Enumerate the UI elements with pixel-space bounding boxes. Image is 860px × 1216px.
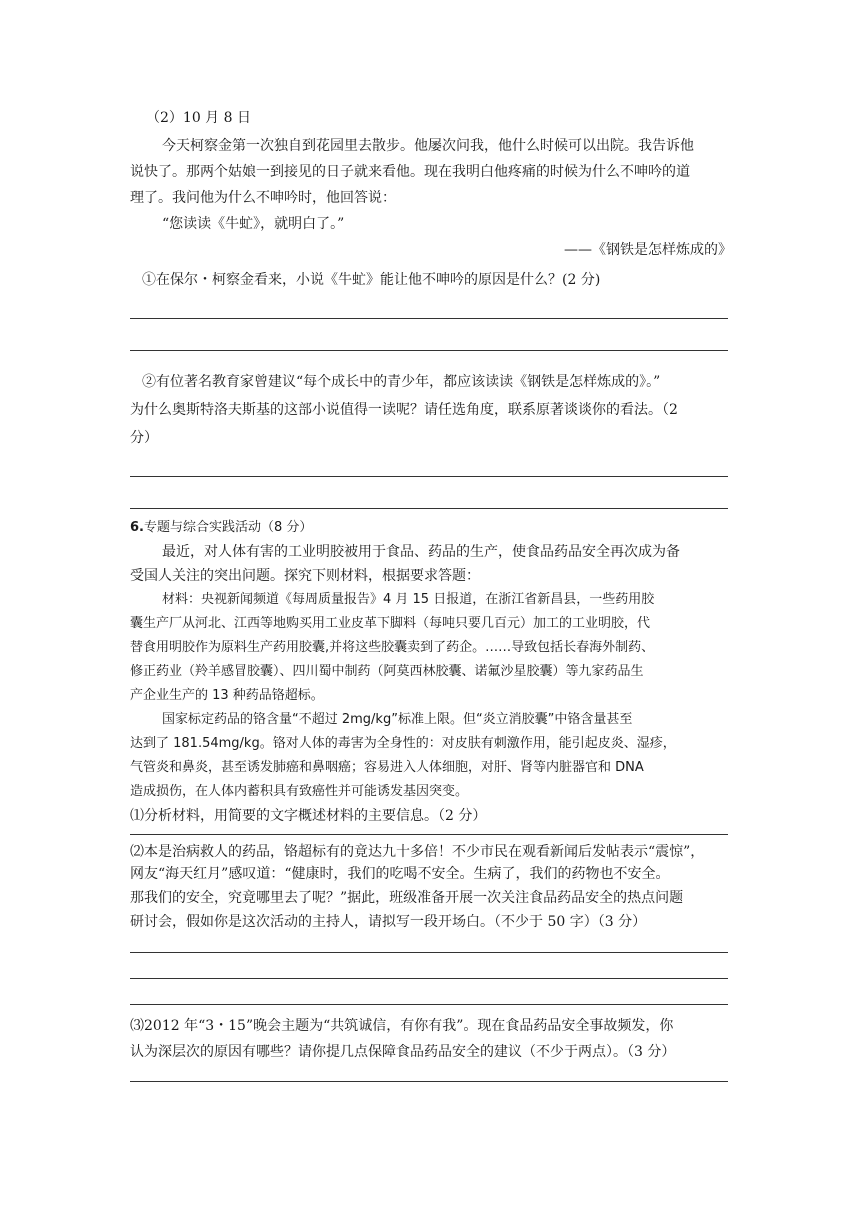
material-line: 达到了 181.54mg/kg。铬对人体的毒害为全身性的：对皮肤有刺激作用，能引起皮炎、湿疹， <box>130 736 676 751</box>
diary-source: ——《钢铁是怎样炼成的》 <box>564 242 732 258</box>
section-6-number: 6. <box>130 520 144 535</box>
intro-line: 最近，对人体有害的工业明胶被用于食品、药品的生产，使食品药品安全再次成为备 <box>162 544 680 560</box>
answer-line[interactable] <box>130 978 728 979</box>
diary-line: 理了。我问他为什么不呻吟时，他回答说： <box>130 190 396 206</box>
material-line: 囊生产厂从河北、江西等地购买用工业皮革下脚料（每吨只要几百元）加工的工业明胶，代 <box>130 616 651 631</box>
diary-line: 说快了。那两个姑娘一到接见的日子就来看他。现在我明白他疼痛的时候为什么不呻吟的道 <box>130 164 690 180</box>
material-line: 国家标定药品的铬含量“不超过 2mg/kg”标准上限。但“炎立消胶囊”中铬含量甚至 <box>162 712 633 727</box>
answer-line[interactable] <box>130 834 728 835</box>
sub-question-3: ⑶2012 年“3・15”晚会主题为“共筑诚信，有你有我”。现在食品药品安全事故频发，你 <box>130 1018 674 1034</box>
diary-line: 今天柯察金第一次独自到花园里去散步。他屡次问我，他什么时候可以出院。我告诉他 <box>162 138 694 154</box>
sub-question-2-line: 网友“海天红月”感叹道：“健康时，我们的吃喝不安全。生病了，我们的药物也不安全。 <box>130 866 670 882</box>
section-6-title-text: 专题与综合实践活动（8 分） <box>143 520 313 535</box>
answer-line[interactable] <box>130 318 728 319</box>
question-2-line: 分） <box>130 430 158 446</box>
answer-line[interactable] <box>130 1081 728 1082</box>
sub-question-1: ⑴分析材料，用简要的文字概述材料的主要信息。（2 分） <box>130 808 487 824</box>
diary-heading: （2）10 月 8 日 <box>146 110 251 126</box>
material-line: 替食用明胶作为原料生产药用胶囊,并将这些胶囊卖到了药企。……导致包括长春海外制药、 <box>130 640 655 655</box>
question-2: ②有位著名教育家曾建议“每个成长中的青少年，都应该读读《钢铁是怎样炼成的》。” <box>142 374 661 390</box>
answer-line[interactable] <box>130 350 728 351</box>
sub-question-3-line: 认为深层次的原因有哪些？请你提几点保障食品药品安全的建议（不少于两点）。（3 分） <box>130 1044 676 1060</box>
answer-line[interactable] <box>130 476 728 477</box>
material-line: 造成损伤，在人体内蓄积具有致癌性并可能诱发基因突变。 <box>130 784 469 799</box>
sub-question-2-line: 研讨会，假如你是这次活动的主持人，请拟写一段开场白。（不少于 50 字）（3 分） <box>130 914 647 930</box>
material-line: 产企业生产的 13 种药品铬超标。 <box>130 688 324 703</box>
answer-line[interactable] <box>130 1004 728 1005</box>
intro-line: 受国人关注的突出问题。探究下则材料，根据要求答题： <box>130 568 480 584</box>
diary-quote: “您读读《牛虻》，就明白了。” <box>162 216 345 232</box>
sub-question-2-line: 那我们的安全，究竟哪里去了呢？”据此，班级准备开展一次关注食品药品安全的热点问题 <box>130 890 684 906</box>
answer-line[interactable] <box>130 952 728 953</box>
question-1: ①在保尔・柯察金看来，小说《牛虻》能让他不呻吟的原因是什么？(2 分) <box>142 272 601 288</box>
section-6-title <box>130 518 312 538</box>
material-line: 材料：央视新闻频道《每周质量报告》4 月 15 日报道，在浙江省新昌县，一些药用胶 <box>162 592 655 607</box>
material-line: 气管炎和鼻炎，甚至诱发肺癌和鼻咽癌；容易进入人体细胞，对肝、肾等内脏器官和 DNA <box>130 760 644 775</box>
question-2-line: 为什么奥斯特洛夫斯基的这部小说值得一读呢？请任选角度，联系原著谈谈你的看法。（2 <box>130 402 678 418</box>
sub-question-2: ⑵本是治病救人的药品，铬超标有的竟达九十多倍！不少市民在观看新闻后发帖表示“震惊”， <box>130 844 705 860</box>
answer-line[interactable] <box>130 508 728 509</box>
material-line: 修正药业（羚羊感冒胶囊）、四川蜀中制药（阿莫西林胶囊、诺氟沙星胶囊）等九家药品生 <box>130 664 644 679</box>
